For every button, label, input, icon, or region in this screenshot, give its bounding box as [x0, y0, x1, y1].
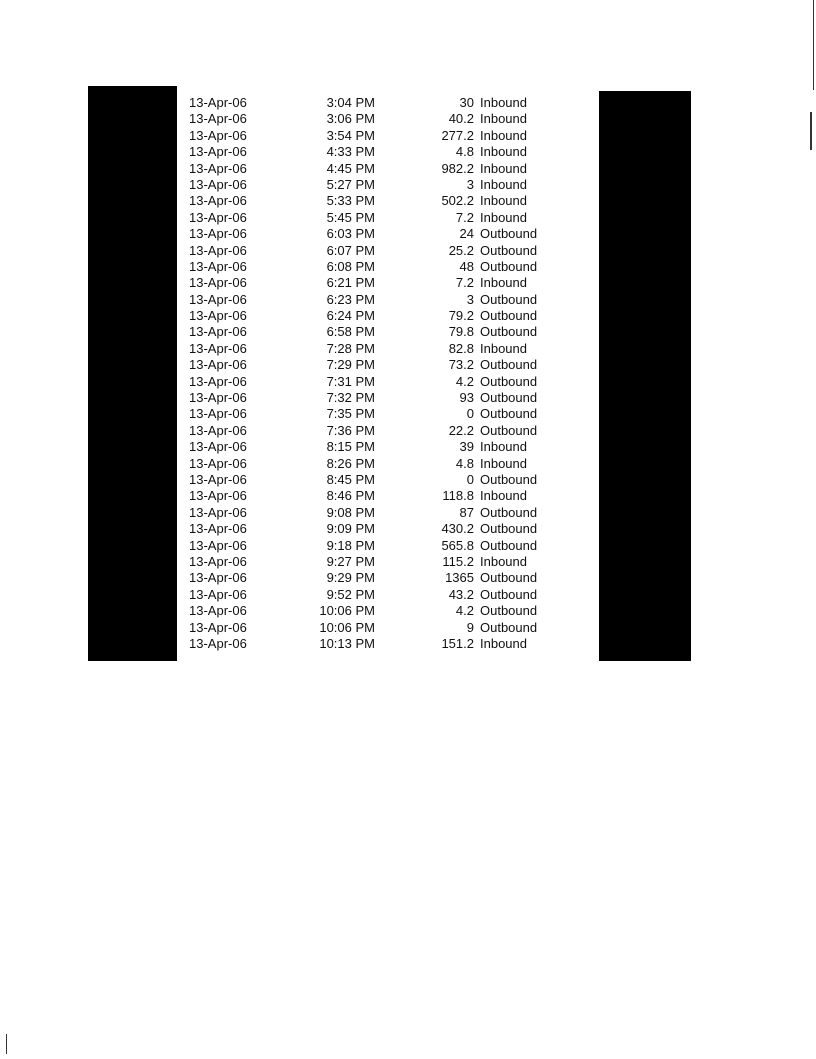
date-cell: 13-Apr-06 — [189, 455, 247, 471]
amount-cell: 3 — [466, 291, 474, 307]
date-cell: 13-Apr-06 — [189, 258, 247, 274]
date-cell: 13-Apr-06 — [189, 570, 247, 586]
time-cell: 9:08 PM — [326, 504, 375, 520]
direction-cell: Outbound — [480, 308, 538, 324]
time-cell: 5:33 PM — [326, 193, 375, 209]
scan-edge-mark — [810, 112, 812, 150]
amount-cell: 115.2 — [442, 553, 474, 569]
time-cell: 9:27 PM — [326, 553, 375, 569]
date-cell: 13-Apr-06 — [189, 603, 247, 619]
time-cell: 5:27 PM — [326, 176, 375, 192]
amount-cell: 73.2 — [448, 357, 474, 373]
time-cell: 7:36 PM — [326, 422, 375, 438]
direction-cell: Outbound — [480, 603, 538, 619]
amount-cell: 39 — [459, 439, 474, 455]
amount-cell: 79.8 — [448, 324, 474, 340]
amount-cell: 7.2 — [455, 275, 474, 291]
amount-cell: 48 — [459, 258, 474, 274]
direction-cell: Outbound — [480, 373, 538, 389]
time-cell: 6:07 PM — [326, 242, 375, 258]
time-cell: 6:03 PM — [326, 226, 375, 242]
date-cell: 13-Apr-06 — [189, 242, 247, 258]
date-cell: 13-Apr-06 — [189, 521, 247, 537]
time-cell: 7:31 PM — [326, 373, 375, 389]
time-cell: 3:06 PM — [326, 111, 375, 127]
time-cell: 7:32 PM — [326, 390, 375, 406]
date-cell: 13-Apr-06 — [189, 111, 247, 127]
direction-cell: Outbound — [480, 226, 538, 242]
direction-cell: Outbound — [480, 422, 538, 438]
scan-edge-mark — [813, 0, 814, 90]
time-cell: 6:24 PM — [326, 308, 375, 324]
amount-cell: 4.2 — [455, 603, 474, 619]
direction-cell: Inbound — [480, 127, 527, 143]
date-cell: 13-Apr-06 — [189, 553, 247, 569]
date-cell: 13-Apr-06 — [189, 160, 247, 176]
time-cell: 8:26 PM — [326, 455, 375, 471]
direction-cell: Inbound — [480, 209, 527, 225]
direction-cell: Inbound — [480, 160, 527, 176]
time-cell: 10:06 PM — [319, 619, 375, 635]
amount-cell: 25.2 — [448, 242, 474, 258]
direction-cell: Outbound — [480, 619, 538, 635]
date-cell: 13-Apr-06 — [189, 471, 247, 487]
time-cell: 9:52 PM — [326, 586, 375, 602]
time-cell: 9:09 PM — [326, 521, 375, 537]
direction-cell: Inbound — [480, 340, 527, 356]
time-cell: 3:54 PM — [326, 127, 375, 143]
amount-cell: 151.2 — [441, 635, 474, 651]
direction-cell: Inbound — [480, 488, 527, 504]
amount-cell: 277.2 — [441, 127, 474, 143]
direction-cell: Inbound — [480, 95, 527, 110]
date-cell: 13-Apr-06 — [189, 275, 247, 291]
amount-cell: 502.2 — [441, 193, 474, 209]
direction-cell: Outbound — [480, 586, 538, 602]
date-cell: 13-Apr-06 — [189, 357, 247, 373]
direction-cell: Outbound — [480, 537, 538, 553]
date-cell: 13-Apr-06 — [189, 193, 247, 209]
time-cell: 6:08 PM — [326, 258, 375, 274]
time-cell: 6:58 PM — [326, 324, 375, 340]
time-cell: 8:46 PM — [326, 488, 375, 504]
date-cell: 13-Apr-06 — [189, 291, 247, 307]
time-cell: 7:29 PM — [326, 357, 375, 373]
amount-cell: 93 — [459, 390, 474, 406]
date-cell: 13-Apr-06 — [189, 308, 247, 324]
amount-cell: 7.2 — [455, 209, 474, 225]
amount-cell: 22.2 — [448, 422, 474, 438]
date-cell: 13-Apr-06 — [189, 209, 247, 225]
date-cell: 13-Apr-06 — [189, 406, 247, 422]
date-cell: 13-Apr-06 — [189, 127, 247, 143]
date-cell: 13-Apr-06 — [189, 635, 247, 651]
direction-cell: Inbound — [480, 439, 527, 455]
date-cell: 13-Apr-06 — [189, 504, 247, 520]
direction-cell: Inbound — [480, 553, 527, 569]
time-cell: 4:33 PM — [326, 144, 375, 160]
date-cell: 13-Apr-06 — [189, 619, 247, 635]
direction-cell: Outbound — [480, 390, 538, 406]
amount-cell: 1365 — [445, 570, 474, 586]
date-cell: 13-Apr-06 — [189, 324, 247, 340]
date-cell: 13-Apr-06 — [189, 439, 247, 455]
time-cell: 7:35 PM — [326, 406, 375, 422]
time-cell: 9:29 PM — [326, 570, 375, 586]
date-cell: 13-Apr-06 — [189, 586, 247, 602]
time-cell: 7:28 PM — [326, 340, 375, 356]
amount-cell: 82.8 — [448, 340, 474, 356]
direction-cell: Outbound — [480, 324, 538, 340]
amount-cell: 430.2 — [441, 521, 474, 537]
amount-cell: 982.2 — [441, 160, 474, 176]
time-cell: 6:21 PM — [326, 275, 375, 291]
time-cell: 10:06 PM — [319, 603, 375, 619]
amount-cell: 43.2 — [448, 586, 474, 602]
direction-cell: Outbound — [480, 291, 538, 307]
time-cell: 6:23 PM — [326, 291, 375, 307]
amount-cell: 24 — [459, 226, 474, 242]
direction-cell: Outbound — [480, 258, 538, 274]
direction-cell: Inbound — [480, 455, 527, 471]
time-cell: 3:04 PM — [326, 95, 375, 110]
scan-edge-mark — [6, 1034, 7, 1054]
amount-cell: 4.8 — [455, 455, 474, 471]
amount-cell: 40.2 — [448, 111, 474, 127]
redaction-bar-right — [599, 91, 691, 661]
amount-cell: 0 — [466, 471, 474, 487]
date-cell: 13-Apr-06 — [189, 340, 247, 356]
direction-cell: Outbound — [480, 406, 538, 422]
date-cell: 13-Apr-06 — [189, 422, 247, 438]
direction-cell: Inbound — [480, 176, 527, 192]
direction-cell: Outbound — [480, 357, 538, 373]
amount-cell: 4.2 — [455, 373, 474, 389]
amount-cell: 87 — [459, 504, 474, 520]
direction-cell: Outbound — [480, 242, 538, 258]
amount-cell: 565.8 — [441, 537, 474, 553]
time-cell: 10:13 PM — [319, 635, 375, 651]
amount-cell: 30 — [459, 95, 474, 110]
date-cell: 13-Apr-06 — [189, 373, 247, 389]
redaction-bar-left — [88, 86, 177, 661]
amount-cell: 0 — [466, 406, 474, 422]
date-cell: 13-Apr-06 — [189, 390, 247, 406]
direction-cell: Inbound — [480, 193, 527, 209]
amount-cell: 3 — [466, 176, 474, 192]
date-cell: 13-Apr-06 — [189, 226, 247, 242]
time-cell: 9:18 PM — [326, 537, 375, 553]
date-cell: 13-Apr-06 — [189, 176, 247, 192]
direction-cell: Inbound — [480, 111, 527, 127]
date-cell: 13-Apr-06 — [189, 95, 247, 110]
direction-cell: Outbound — [480, 570, 538, 586]
direction-cell: Inbound — [480, 144, 527, 160]
date-cell: 13-Apr-06 — [189, 144, 247, 160]
time-cell: 5:45 PM — [326, 209, 375, 225]
amount-cell: 4.8 — [455, 144, 474, 160]
direction-cell: Outbound — [480, 504, 538, 520]
amount-cell: 79.2 — [448, 308, 474, 324]
direction-cell: Outbound — [480, 521, 538, 537]
date-cell: 13-Apr-06 — [189, 537, 247, 553]
time-cell: 4:45 PM — [326, 160, 375, 176]
direction-cell: Inbound — [480, 635, 527, 651]
time-cell: 8:15 PM — [326, 439, 375, 455]
direction-cell: Outbound — [480, 471, 538, 487]
amount-cell: 9 — [466, 619, 474, 635]
direction-cell: Inbound — [480, 275, 527, 291]
amount-cell: 118.8 — [442, 488, 474, 504]
time-cell: 8:45 PM — [326, 471, 375, 487]
date-cell: 13-Apr-06 — [189, 488, 247, 504]
